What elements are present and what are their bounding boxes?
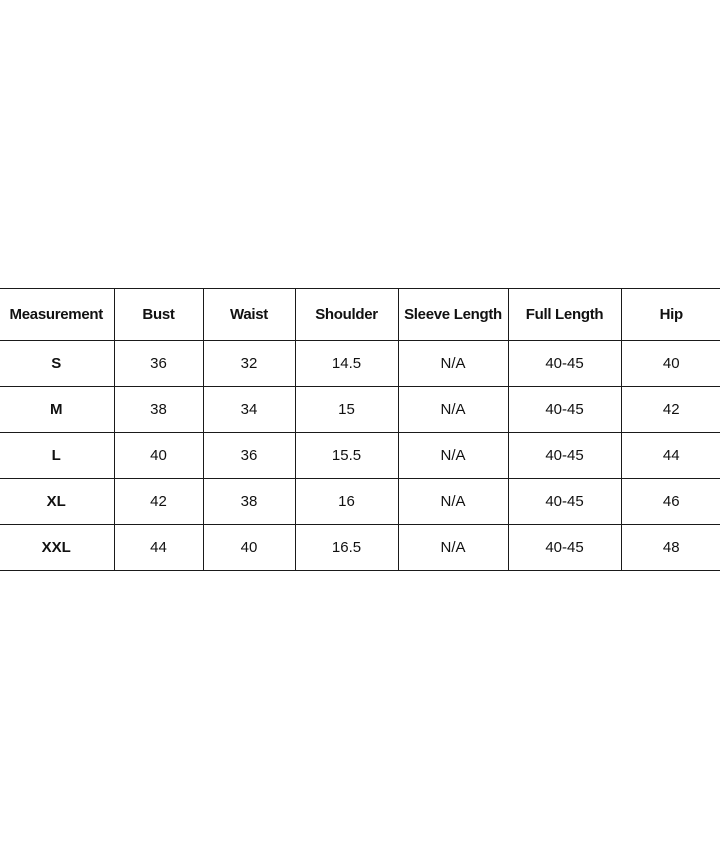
sleeve-length-value: N/A	[398, 433, 508, 479]
bust-value: 38	[114, 387, 203, 433]
bust-value: 40	[114, 433, 203, 479]
size-label: XL	[0, 479, 114, 525]
shoulder-value: 14.5	[295, 341, 398, 387]
header-hip: Hip	[621, 289, 720, 341]
table-row	[0, 479, 720, 525]
size-chart-table	[0, 288, 720, 571]
header-waist: Waist	[203, 289, 295, 341]
sleeve-length-value: N/A	[398, 341, 508, 387]
hip-value: 40	[621, 341, 720, 387]
sleeve-length-value: N/A	[398, 525, 508, 571]
sleeve-length-value: N/A	[398, 387, 508, 433]
table-row	[0, 341, 720, 387]
waist-value: 36	[203, 433, 295, 479]
header-full-length: Full Length	[508, 289, 621, 341]
table-header	[0, 289, 720, 341]
waist-value: 34	[203, 387, 295, 433]
shoulder-value: 16.5	[295, 525, 398, 571]
header-bust: Bust	[114, 289, 203, 341]
size-label: S	[0, 341, 114, 387]
size-label: M	[0, 387, 114, 433]
shoulder-value: 15.5	[295, 433, 398, 479]
shoulder-value: 16	[295, 479, 398, 525]
full-length-value: 40-45	[508, 387, 621, 433]
waist-value: 32	[203, 341, 295, 387]
header-sleeve-length: Sleeve Length	[398, 289, 508, 341]
full-length-value: 40-45	[508, 479, 621, 525]
table-row	[0, 433, 720, 479]
table-row	[0, 387, 720, 433]
full-length-value: 40-45	[508, 433, 621, 479]
hip-value: 44	[621, 433, 720, 479]
size-label: XXL	[0, 525, 114, 571]
hip-value: 42	[621, 387, 720, 433]
waist-value: 38	[203, 479, 295, 525]
full-length-value: 40-45	[508, 525, 621, 571]
bust-value: 44	[114, 525, 203, 571]
header-measurement: Measurement	[0, 289, 114, 341]
sleeve-length-value: N/A	[398, 479, 508, 525]
table-body	[0, 341, 720, 571]
table-row	[0, 525, 720, 571]
header-row	[0, 289, 720, 341]
shoulder-value: 15	[295, 387, 398, 433]
full-length-value: 40-45	[508, 341, 621, 387]
bust-value: 42	[114, 479, 203, 525]
hip-value: 46	[621, 479, 720, 525]
header-shoulder: Shoulder	[295, 289, 398, 341]
bust-value: 36	[114, 341, 203, 387]
size-label: L	[0, 433, 114, 479]
waist-value: 40	[203, 525, 295, 571]
hip-value: 48	[621, 525, 720, 571]
